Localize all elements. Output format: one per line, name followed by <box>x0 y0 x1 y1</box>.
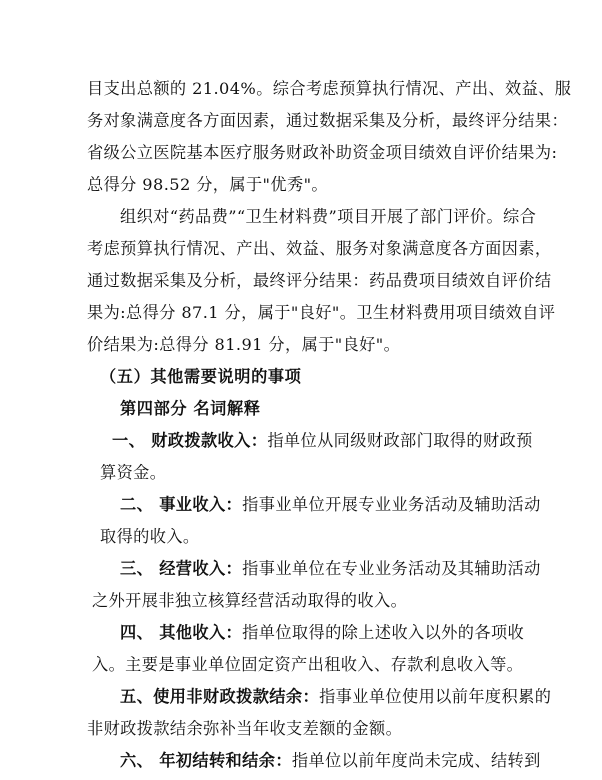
term-text: 指事业单位使用以前年度积累的 <box>319 687 552 706</box>
term-label: 五、使用非财政拨款结余： <box>120 687 320 706</box>
paragraph-line: 总得分 98.52 分，属于"优秀"。 <box>87 175 328 194</box>
term-definition-cont: 入。主要是事业单位固定资产出租收入、存款利息收入等。 <box>92 655 524 674</box>
term-definition-cont: 非财政拨款结余弥补当年收支差额的金额。 <box>87 719 403 738</box>
term-definition-cont: 算资金。 <box>100 463 167 482</box>
term-label: 一、 财政拨款收入： <box>112 431 268 450</box>
term-label: 二、 事业收入： <box>120 495 243 514</box>
term-text: 指单位以前年度尚未完成、结转到 <box>291 751 541 770</box>
paragraph-line: 目支出总额的 21.04%。综合考虑预算执行情况、产出、效益、服 <box>87 79 572 98</box>
term-text: 指单位取得的除上述收入以外的各项收 <box>242 623 525 642</box>
term-label: 四、 其他收入： <box>120 623 243 642</box>
term-text: 指事业单位在专业业务活动及其辅助活动 <box>242 559 541 578</box>
term-text: 指事业单位开展专业业务活动及辅助活动 <box>242 495 541 514</box>
term-definition <box>120 622 590 644</box>
term-label: 六、 年初结转和结余： <box>120 751 292 770</box>
term-text: 指单位从同级财政部门取得的财政预 <box>267 431 533 450</box>
term-definition <box>120 750 590 772</box>
paragraph-line: 务对象满意度各方面因素，通过数据采集及分析，最终评分结果： <box>87 111 569 130</box>
paragraph-line: 价结果为:总得分 81.91 分，属于"良好"。 <box>87 335 401 354</box>
paragraph-line: 省级公立医院基本医疗服务财政补助资金项目绩效自评价结果为: <box>87 143 558 162</box>
paragraph-line: 通过数据采集及分析，最终评分结果：药品费项目绩效自评价结 <box>87 271 552 290</box>
paragraph-line: 考虑预算执行情况、产出、效益、服务对象满意度各方面因素， <box>87 239 552 258</box>
term-definition <box>112 430 582 452</box>
section-heading: （五）其他需要说明的事项 <box>100 367 302 386</box>
term-definition-cont: 之外开展非独立核算经营活动取得的收入。 <box>92 591 408 610</box>
term-definition <box>120 558 590 580</box>
term-definition <box>120 686 590 708</box>
paragraph-line: 组织对“药品费”“卫生材料费”项目开展了部门评价。综合 <box>120 207 537 226</box>
term-label: 三、 经营收入： <box>120 559 243 578</box>
paragraph-line: 果为:总得分 87.1 分，属于"良好"。卫生材料费用项目绩效自评 <box>87 303 556 322</box>
term-definition-cont: 取得的收入。 <box>100 527 200 546</box>
term-definition <box>120 494 590 516</box>
part-heading: 第四部分 名词解释 <box>120 399 261 418</box>
